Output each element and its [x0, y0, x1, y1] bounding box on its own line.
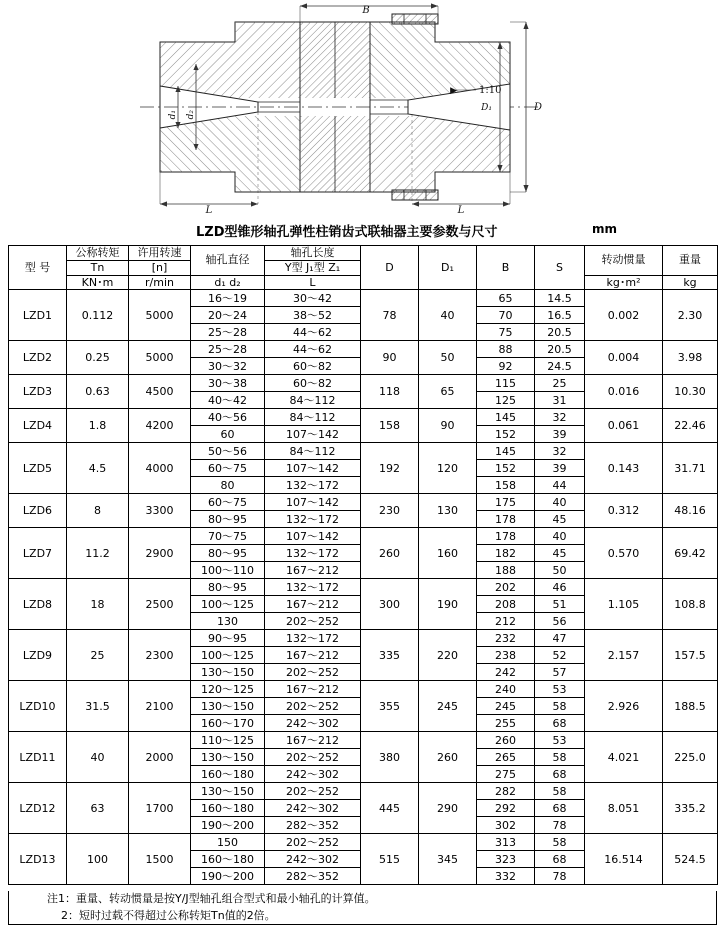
cell-bore-diameter: 100～110 [191, 562, 265, 579]
cell-D1: 160 [419, 528, 477, 579]
cell-model: LZD11 [9, 732, 67, 783]
cell-S: 20.5 [535, 341, 585, 358]
table-title-row [0, 219, 725, 245]
cell-bore-diameter: 190～200 [191, 868, 265, 885]
cell-bore-length: 202～252 [265, 749, 361, 766]
cell-D1: 290 [419, 783, 477, 834]
cell-bore-length: 202～252 [265, 698, 361, 715]
cell-speed: 4200 [129, 409, 191, 443]
cell-torque: 8 [67, 494, 129, 528]
cell-model: LZD5 [9, 443, 67, 494]
cell-weight: 22.46 [663, 409, 718, 443]
cell-bore-length: 132～172 [265, 511, 361, 528]
cell-inertia: 0.002 [585, 290, 663, 341]
cell-weight: 524.5 [663, 834, 718, 885]
cell-weight: 157.5 [663, 630, 718, 681]
cell-S: 53 [535, 732, 585, 749]
header-torque: 公称转矩 [67, 246, 129, 261]
table-row [9, 494, 718, 511]
cell-bore-diameter: 160～170 [191, 715, 265, 732]
cell-S: 50 [535, 562, 585, 579]
cell-bore-length: 242～302 [265, 851, 361, 868]
table-row [9, 834, 718, 851]
cell-torque: 1.8 [67, 409, 129, 443]
cell-S: 45 [535, 545, 585, 562]
table-head [9, 246, 718, 290]
cell-bore-length: 167～212 [265, 596, 361, 613]
cell-B: 260 [477, 732, 535, 749]
cell-D: 118 [361, 375, 419, 409]
header-torque-unit: KN･m [67, 275, 129, 290]
cell-B: 282 [477, 783, 535, 800]
cell-weight: 69.42 [663, 528, 718, 579]
cell-B: 240 [477, 681, 535, 698]
cell-bore-length: 167～212 [265, 562, 361, 579]
cell-bore-length: 132～172 [265, 579, 361, 596]
notes-box [8, 891, 717, 925]
cell-D: 158 [361, 409, 419, 443]
cell-weight: 3.98 [663, 341, 718, 375]
cell-S: 44 [535, 477, 585, 494]
cell-D: 78 [361, 290, 419, 341]
header-weight: 重量 [663, 246, 718, 276]
cell-D: 380 [361, 732, 419, 783]
header-bore-dia: 轴孔直径 [191, 246, 265, 276]
cell-B: 202 [477, 579, 535, 596]
dim-label-B: B [362, 5, 370, 16]
cell-B: 208 [477, 596, 535, 613]
cell-B: 145 [477, 443, 535, 460]
note-2: 2：短时过载不得超过公称转矩Tn值的2倍。 [61, 908, 276, 922]
cell-B: 75 [477, 324, 535, 341]
cell-inertia: 0.143 [585, 443, 663, 494]
cell-B: 242 [477, 664, 535, 681]
cell-B: 65 [477, 290, 535, 307]
cell-B: 158 [477, 477, 535, 494]
cell-S: 39 [535, 460, 585, 477]
header-bore-len: 轴孔长度 [265, 246, 361, 261]
cell-S: 20.5 [535, 324, 585, 341]
cell-S: 25 [535, 375, 585, 392]
cell-speed: 2000 [129, 732, 191, 783]
cell-bore-length: 202～252 [265, 834, 361, 851]
cell-weight: 108.8 [663, 579, 718, 630]
parameter-table [8, 245, 718, 885]
cell-bore-diameter: 80～95 [191, 579, 265, 596]
cell-torque: 18 [67, 579, 129, 630]
cell-bore-length: 132～172 [265, 630, 361, 647]
cell-S: 46 [535, 579, 585, 596]
drawing-svg [0, 0, 725, 215]
cell-model: LZD2 [9, 341, 67, 375]
taper-ratio-label: 1:10 [479, 85, 502, 96]
cell-bore-length: 167～212 [265, 681, 361, 698]
cell-bore-diameter: 150 [191, 834, 265, 851]
cell-bore-length: 107～142 [265, 528, 361, 545]
cell-bore-diameter: 25～28 [191, 341, 265, 358]
cell-D1: 220 [419, 630, 477, 681]
cell-bore-diameter: 130～150 [191, 783, 265, 800]
cell-S: 68 [535, 715, 585, 732]
cell-S: 40 [535, 528, 585, 545]
cell-S: 68 [535, 800, 585, 817]
cell-bore-diameter: 190～200 [191, 817, 265, 834]
cell-torque: 25 [67, 630, 129, 681]
cell-weight: 31.71 [663, 443, 718, 494]
cell-D: 445 [361, 783, 419, 834]
cell-bore-diameter: 100～125 [191, 596, 265, 613]
cell-model: LZD8 [9, 579, 67, 630]
cell-S: 24.5 [535, 358, 585, 375]
cell-weight: 48.16 [663, 494, 718, 528]
table-row [9, 732, 718, 749]
cell-S: 51 [535, 596, 585, 613]
header-inertia: 转动惯量 [585, 246, 663, 276]
header-speed-symbol: [n] [129, 260, 191, 275]
cell-D1: 65 [419, 375, 477, 409]
cell-D1: 260 [419, 732, 477, 783]
header-row-1 [9, 246, 718, 261]
cell-bore-diameter: 70～75 [191, 528, 265, 545]
cell-bore-length: 60～82 [265, 358, 361, 375]
table-row [9, 375, 718, 392]
cell-D1: 130 [419, 494, 477, 528]
table-row [9, 783, 718, 800]
cell-inertia: 1.105 [585, 579, 663, 630]
cell-bore-length: 202～252 [265, 783, 361, 800]
dim-label-D1: D₁ [481, 103, 492, 113]
cell-bore-diameter: 40～56 [191, 409, 265, 426]
cell-speed: 2300 [129, 630, 191, 681]
cell-bore-length: 167～212 [265, 647, 361, 664]
cell-bore-diameter: 130 [191, 613, 265, 630]
cell-S: 53 [535, 681, 585, 698]
cell-B: 323 [477, 851, 535, 868]
cell-bore-length: 30～42 [265, 290, 361, 307]
header-speed: 许用转速 [129, 246, 191, 261]
cell-D: 90 [361, 341, 419, 375]
cell-weight: 225.0 [663, 732, 718, 783]
cell-bore-length: 282～352 [265, 868, 361, 885]
cell-S: 47 [535, 630, 585, 647]
cell-D1: 120 [419, 443, 477, 494]
cell-bore-length: 60～82 [265, 375, 361, 392]
cell-S: 58 [535, 698, 585, 715]
cell-bore-diameter: 30～38 [191, 375, 265, 392]
cell-D: 355 [361, 681, 419, 732]
cell-bore-length: 242～302 [265, 766, 361, 783]
cell-D1: 190 [419, 579, 477, 630]
notes-list [9, 891, 716, 924]
cell-bore-diameter: 16～19 [191, 290, 265, 307]
cell-model: LZD6 [9, 494, 67, 528]
table-body [9, 290, 718, 885]
cell-B: 145 [477, 409, 535, 426]
note-1: 注1：重量、转动惯量是按Y/J型轴孔组合型式和最小轴孔的计算值。 [47, 892, 376, 906]
header-model: 型 号 [9, 246, 67, 290]
cell-inertia: 0.004 [585, 341, 663, 375]
cell-model: LZD13 [9, 834, 67, 885]
cell-B: 115 [477, 375, 535, 392]
cell-B: 175 [477, 494, 535, 511]
cell-B: 70 [477, 307, 535, 324]
cell-bore-length: 202～252 [265, 664, 361, 681]
cell-torque: 100 [67, 834, 129, 885]
header-bore-dia-symbol: d₁ d₂ [191, 275, 265, 290]
cell-bore-length: 44～62 [265, 341, 361, 358]
header-weight-unit: kg [663, 275, 718, 290]
cell-bore-diameter: 80～95 [191, 545, 265, 562]
cell-bore-diameter: 20～24 [191, 307, 265, 324]
cell-bore-length: 282～352 [265, 817, 361, 834]
cell-inertia: 0.061 [585, 409, 663, 443]
cell-bore-length: 84～112 [265, 443, 361, 460]
cell-D: 300 [361, 579, 419, 630]
cell-bore-length: 44～62 [265, 324, 361, 341]
dim-label-L-right: L [457, 205, 465, 216]
cell-S: 58 [535, 783, 585, 800]
cell-B: 275 [477, 766, 535, 783]
cell-bore-diameter: 160～180 [191, 851, 265, 868]
cell-torque: 0.25 [67, 341, 129, 375]
cell-S: 68 [535, 766, 585, 783]
cell-D1: 40 [419, 290, 477, 341]
header-speed-unit: r/min [129, 275, 191, 290]
cell-B: 182 [477, 545, 535, 562]
cell-S: 14.5 [535, 290, 585, 307]
cell-B: 332 [477, 868, 535, 885]
cell-weight: 188.5 [663, 681, 718, 732]
cell-D1: 50 [419, 341, 477, 375]
cell-weight: 2.30 [663, 290, 718, 341]
cell-speed: 1500 [129, 834, 191, 885]
cell-S: 32 [535, 443, 585, 460]
cell-S: 58 [535, 749, 585, 766]
cell-B: 232 [477, 630, 535, 647]
cell-bore-diameter: 80～95 [191, 511, 265, 528]
cell-inertia: 0.570 [585, 528, 663, 579]
cell-model: LZD1 [9, 290, 67, 341]
cell-B: 92 [477, 358, 535, 375]
cell-bore-diameter: 130～150 [191, 664, 265, 681]
cell-inertia: 0.312 [585, 494, 663, 528]
cell-S: 52 [535, 647, 585, 664]
cell-model: LZD9 [9, 630, 67, 681]
cell-D: 335 [361, 630, 419, 681]
cell-D: 192 [361, 443, 419, 494]
cell-bore-length: 84～112 [265, 409, 361, 426]
cell-bore-diameter: 30～32 [191, 358, 265, 375]
cell-B: 178 [477, 511, 535, 528]
table-row [9, 443, 718, 460]
cell-weight: 335.2 [663, 783, 718, 834]
header-D: D [361, 246, 419, 290]
cell-S: 68 [535, 851, 585, 868]
cell-bore-diameter: 80 [191, 477, 265, 494]
cell-bore-length: 107～142 [265, 460, 361, 477]
cell-S: 78 [535, 868, 585, 885]
cell-bore-diameter: 60～75 [191, 494, 265, 511]
cell-bore-diameter: 130～150 [191, 698, 265, 715]
cell-bore-diameter: 25～28 [191, 324, 265, 341]
cell-inertia: 2.157 [585, 630, 663, 681]
table-row [9, 341, 718, 358]
cell-model: LZD12 [9, 783, 67, 834]
cell-D: 260 [361, 528, 419, 579]
cell-B: 88 [477, 341, 535, 358]
header-torque-symbol: Tn [67, 260, 129, 275]
cell-S: 78 [535, 817, 585, 834]
cell-bore-diameter: 160～180 [191, 800, 265, 817]
cell-bore-length: 84～112 [265, 392, 361, 409]
cell-bore-diameter: 130～150 [191, 749, 265, 766]
cell-torque: 0.112 [67, 290, 129, 341]
cell-bore-diameter: 110～125 [191, 732, 265, 749]
cell-torque: 11.2 [67, 528, 129, 579]
cell-bore-length: 167～212 [265, 732, 361, 749]
dim-label-D: D [534, 102, 543, 113]
dim-label-d1: d₁ [168, 110, 178, 120]
cell-B: 178 [477, 528, 535, 545]
cell-speed: 2900 [129, 528, 191, 579]
table-row [9, 681, 718, 698]
cell-weight: 10.30 [663, 375, 718, 409]
cell-D1: 245 [419, 681, 477, 732]
cell-B: 245 [477, 698, 535, 715]
table-row [9, 290, 718, 307]
cell-torque: 40 [67, 732, 129, 783]
dim-label-d2: d₂ [186, 110, 196, 120]
cell-model: LZD4 [9, 409, 67, 443]
cell-model: LZD7 [9, 528, 67, 579]
dim-label-L-left: L [205, 205, 213, 216]
cell-S: 58 [535, 834, 585, 851]
cell-S: 32 [535, 409, 585, 426]
cell-bore-diameter: 60 [191, 426, 265, 443]
cell-inertia: 4.021 [585, 732, 663, 783]
coupling-assembly-drawing [0, 0, 725, 215]
cell-torque: 63 [67, 783, 129, 834]
cell-speed: 2100 [129, 681, 191, 732]
cell-speed: 5000 [129, 341, 191, 375]
cell-bore-diameter: 40～42 [191, 392, 265, 409]
taper-arrow-icon: ▶ [450, 86, 457, 96]
header-bore-len-symbol: L [265, 275, 361, 290]
cell-model: LZD3 [9, 375, 67, 409]
cell-speed: 5000 [129, 290, 191, 341]
cell-bore-length: 132～172 [265, 545, 361, 562]
cell-torque: 4.5 [67, 443, 129, 494]
cell-bore-length: 242～302 [265, 715, 361, 732]
cell-speed: 3300 [129, 494, 191, 528]
table-row [9, 409, 718, 426]
cell-B: 152 [477, 426, 535, 443]
cell-inertia: 2.926 [585, 681, 663, 732]
cell-D: 230 [361, 494, 419, 528]
header-inertia-unit: kg･m² [585, 275, 663, 290]
cell-S: 56 [535, 613, 585, 630]
cell-bore-diameter: 160～180 [191, 766, 265, 783]
cell-B: 188 [477, 562, 535, 579]
cell-D1: 345 [419, 834, 477, 885]
cell-bore-length: 107～142 [265, 426, 361, 443]
cell-bore-length: 242～302 [265, 800, 361, 817]
cell-torque: 0.63 [67, 375, 129, 409]
cell-bore-length: 202～252 [265, 613, 361, 630]
table-row [9, 579, 718, 596]
cell-S: 57 [535, 664, 585, 681]
cell-D1: 90 [419, 409, 477, 443]
table-row [9, 528, 718, 545]
page-title: LZD型锥形轴孔弹性柱销齿式联轴器主要参数与尺寸 [196, 225, 498, 240]
cell-bore-diameter: 100～125 [191, 647, 265, 664]
cell-speed: 4000 [129, 443, 191, 494]
cell-B: 265 [477, 749, 535, 766]
cell-bore-diameter: 120～125 [191, 681, 265, 698]
header-D1: D₁ [419, 246, 477, 290]
cell-S: 39 [535, 426, 585, 443]
cell-D: 515 [361, 834, 419, 885]
cell-bore-length: 107～142 [265, 494, 361, 511]
cell-S: 16.5 [535, 307, 585, 324]
cell-S: 31 [535, 392, 585, 409]
cell-bore-diameter: 60～75 [191, 460, 265, 477]
cell-bore-diameter: 50～56 [191, 443, 265, 460]
cell-inertia: 8.051 [585, 783, 663, 834]
cell-bore-length: 38～52 [265, 307, 361, 324]
cell-B: 152 [477, 460, 535, 477]
header-bore-len-types: Y型 J₁型 Z₁ [265, 260, 361, 275]
cell-speed: 4500 [129, 375, 191, 409]
cell-B: 125 [477, 392, 535, 409]
cell-inertia: 16.514 [585, 834, 663, 885]
cell-torque: 31.5 [67, 681, 129, 732]
cell-B: 238 [477, 647, 535, 664]
cell-B: 212 [477, 613, 535, 630]
table-row [9, 630, 718, 647]
cell-B: 292 [477, 800, 535, 817]
cell-speed: 2500 [129, 579, 191, 630]
cell-inertia: 0.016 [585, 375, 663, 409]
cell-bore-diameter: 90～95 [191, 630, 265, 647]
cell-S: 40 [535, 494, 585, 511]
unit-label: mm [592, 222, 618, 236]
cell-speed: 1700 [129, 783, 191, 834]
cell-B: 255 [477, 715, 535, 732]
cell-bore-length: 132～172 [265, 477, 361, 494]
cell-B: 302 [477, 817, 535, 834]
header-S: S [535, 246, 585, 290]
cell-S: 45 [535, 511, 585, 528]
cell-model: LZD10 [9, 681, 67, 732]
header-B: B [477, 246, 535, 290]
cell-B: 313 [477, 834, 535, 851]
